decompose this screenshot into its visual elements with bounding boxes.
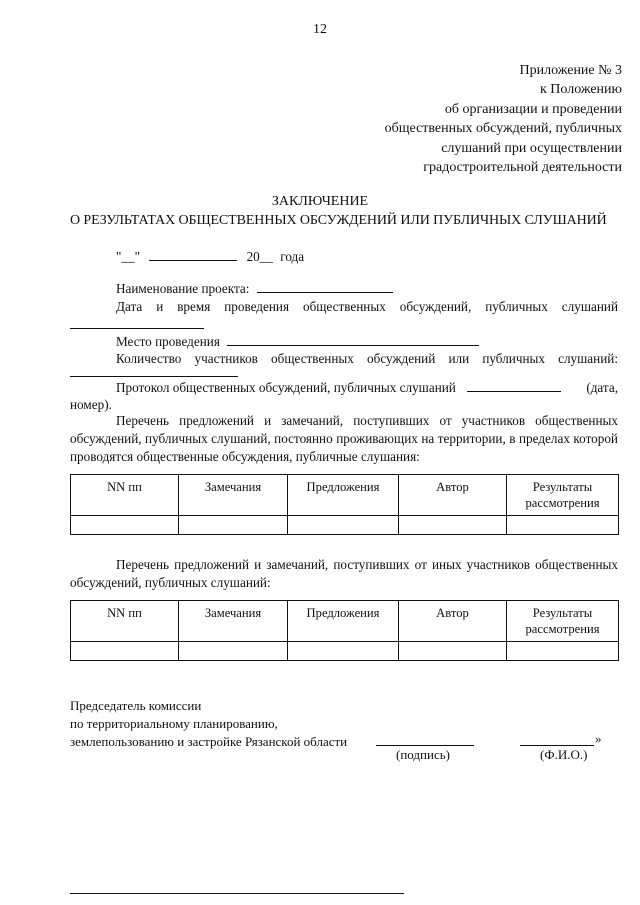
page-number: 12: [313, 22, 327, 37]
others-paragraph: [70, 556, 618, 592]
others-text: Перечень предложений и замечаний, поступивших от иных участников общественных обсуждений, публичных слушаний:: [70, 557, 618, 590]
table-row: [71, 642, 619, 661]
appendix-line: к Положению: [539, 82, 622, 98]
document-subtitle: О РЕЗУЛЬТАТАХ ОБЩЕСТВЕННЫХ ОБСУЖДЕНИЙ ИЛИ ПУБЛИЧНЫХ СЛУШАНИЙ: [70, 213, 607, 228]
date-month-blank: [149, 250, 237, 261]
protocol-number-label: номер).: [70, 397, 112, 412]
table-header-row: [71, 475, 619, 516]
date-year-suffix: года: [280, 249, 305, 264]
protocol-row: [116, 380, 618, 396]
residents-table: [70, 474, 619, 535]
datetime-blank: [70, 328, 204, 329]
residents-text: Перечень предложений и замечаний, поступивших от участников общественных обсуждений, публичных слушаний, постоянно проживающих на территории, в пределах которой проводятся общественные обсуждения, публичные слушания:: [70, 413, 618, 464]
signature-title-line: землепользованию и застройке Рязанской области: [70, 734, 348, 749]
datetime-label: Дата и время проведения общественных обсуждений, публичных слушаний: [116, 299, 618, 314]
table-cell: [179, 516, 288, 535]
appendix-line: слушаний при осуществлении: [441, 140, 622, 156]
table-header-row: [71, 601, 619, 642]
column-header: Результаты рассмотрения: [507, 475, 619, 516]
document-title: ЗАКЛЮЧЕНИЕ: [271, 194, 369, 209]
appendix-line: об организации и проведении: [444, 101, 622, 117]
signature-blank: [376, 745, 474, 746]
date-year: 20__: [246, 249, 273, 264]
full-name-blank: [520, 745, 594, 746]
place-row: [116, 334, 479, 350]
place-blank: [227, 335, 479, 346]
table-cell: [179, 642, 288, 661]
table-row: [71, 516, 619, 535]
appendix-header: [322, 61, 622, 177]
column-header: Предложения: [288, 475, 399, 516]
project-name-row: [116, 281, 393, 297]
column-header: NN пп: [71, 475, 179, 516]
column-header: NN пп: [71, 601, 179, 642]
project-name-blank: [257, 282, 393, 293]
table-cell: [399, 642, 507, 661]
column-header: Замечания: [179, 601, 288, 642]
full-name-caption: (Ф.И.О.): [540, 747, 588, 762]
column-header: Предложения: [288, 601, 399, 642]
others-table: [70, 600, 619, 661]
close-quote: »: [595, 731, 602, 746]
date-line: [116, 249, 304, 265]
table-cell: [507, 642, 619, 661]
signature-caption: (подпись): [396, 747, 450, 762]
signature-title-line: Председатель комиссии: [70, 698, 202, 713]
place-label: Место проведения: [116, 334, 220, 349]
column-header: Автор: [399, 601, 507, 642]
appendix-line: Приложение № 3: [519, 63, 622, 78]
table-cell: [399, 516, 507, 535]
protocol-blank: [467, 381, 561, 392]
residents-paragraph: [70, 412, 618, 466]
column-header: Результаты рассмотрения: [507, 601, 619, 642]
date-day: "__": [116, 249, 140, 264]
table-cell: [288, 642, 399, 661]
participants-label: Количество участников общественных обсуждений или публичных слушаний:: [116, 351, 618, 366]
signature-block: [70, 697, 347, 751]
protocol-date-label: (дата,: [586, 380, 618, 395]
table-cell: [71, 516, 179, 535]
column-header: Замечания: [179, 475, 288, 516]
footer-rule: [70, 893, 404, 894]
protocol-label: Протокол общественных обсуждений, публичных слушаний: [116, 380, 456, 395]
table-cell: [288, 516, 399, 535]
appendix-line: градостроительной деятельности: [423, 160, 622, 176]
participants-blank: [70, 376, 238, 377]
table-cell: [71, 642, 179, 661]
appendix-line: общественных обсуждений, публичных: [384, 121, 622, 137]
table-cell: [507, 516, 619, 535]
column-header: Автор: [399, 475, 507, 516]
signature-title-line: по территориальному планированию,: [70, 716, 278, 731]
project-name-label: Наименование проекта:: [116, 281, 250, 296]
